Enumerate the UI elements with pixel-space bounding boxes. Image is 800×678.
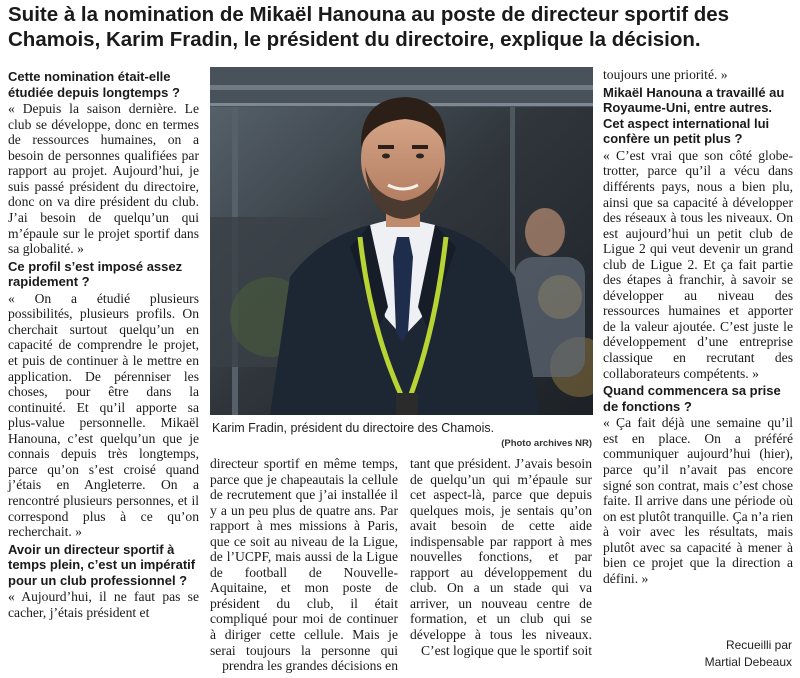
answer-5: « Ça fait déjà une semaine qu’il est en place. On a préféré communiquer aujourd’hui (hier), parce qu’il n’avait pas encore signé son contrat, mais c’est chose faite. Il arrive dans une période où on est plutôt tranquille. Ça n’a rien à voir avec les résultats, mais plutôt avec sa capacité à mener à bien ce projet que la direction a défini. »: [603, 415, 793, 586]
byline-author: Martial Debeaux: [704, 655, 792, 669]
article-column-4: [603, 67, 793, 586]
question-5: Quand commencera sa prise de fonctions ?: [603, 383, 781, 414]
photo-illustration: [210, 67, 593, 415]
article-column-2: [210, 456, 398, 674]
answer-3-part-2: directeur sportif en même temps, parce que je chapeautais la cellule de recrutement que j’ai installée il y a un peu plus de quatre ans. Par rapport à mes missions à Paris, que ce soit au niveau de la Ligue, de l’UCPF, mais aussi de la Ligue de football de Nouvelle-Aquitaine, et mon poste de président du club, il était compliqué pour moi de continuer à diriger cette cellule. Mais je serai toujours la personne qui prendra les grandes décisions en: [210, 456, 398, 674]
article-photo: [210, 67, 593, 415]
answer-2: « On a étudié plusieurs possibilités, plusieurs profils. On cherchait surtout quelqu’un en capacité de comprendre le projet, et puis de continuer à le mettre en application. De pérenniser les choses, pour être dans la continuité. Et qu’il apporte sa plus-value personnelle. Mikaël Hanouna, c’est quelqu’un que je connais depuis très longtemps, parce qu’on s’est croisé quand j’étais en Angleterre. On a rencontré plusieurs personnes, et il correspond plus à ce qu’on recherchait. »: [8, 290, 199, 540]
answer-3-part-4: toujours une priorité. »: [603, 67, 728, 82]
question-4: Mikaël Hanouna a travaillé au Royaume-Uni, entre autres. Cet aspect international lui confère un petit plus ?: [603, 84, 785, 147]
photo-credit: (Photo archives NR): [501, 438, 592, 449]
question-1: Cette nomination était-elle étudiée depuis longtemps ?: [8, 69, 180, 100]
article-column-3: [410, 456, 592, 658]
answer-4: « C’est vrai que son côté globe-trotter, parce qu’il a vécu dans différents pays, nous a bien plu, ainsi que sa capacité à développer des réseaux à tous les niveaux. On est aujourd’hui un petit club de Ligue 2 qui veut devenir un grand club de Ligue 2. Et ça fait partie des étapes à franchir, à savoir se développer au niveau des ressources humaines et apporter de la valeur ajoutée. C’est juste le développement d’une entreprise classique en recrutant des collaborateurs compétents. »: [603, 147, 793, 381]
byline: [705, 637, 792, 671]
photo-caption: Karim Fradin, président du directoire des Chamois.: [212, 421, 495, 435]
headline: Suite à la nomination de Mikaël Hanouna au poste de directeur sportif des Chamois, Karim Fradin, le président du directoire, explique la décision.: [8, 3, 730, 51]
answer-3-part-1: « Aujourd’hui, il ne faut pas se cacher, j’étais président et: [8, 589, 199, 620]
question-2: Ce profil s’est imposé assez rapidement ?: [8, 258, 183, 290]
answer-1: « Depuis la saison dernière. Le club se développe, donc en termes de ressources humaines, on a besoin de personnes qualifiées par rapport au projet. Aujourd’hui, je suis passé président du directoire, donc on va dire président du club. J’ai besoin de quelqu’un qui m’épaule sur le projet sportif dans sa globalité. »: [8, 101, 199, 257]
article-column-1: [8, 67, 199, 620]
byline-label: Recueilli par: [725, 638, 792, 652]
answer-3-part-3: tant que président. J’avais besoin de quelqu’un qui m’épaule sur cet aspect-là, parce que depuis quelques mois, je sentais qu’on avait besoin de cette aide indispensable par rapport à mes nouvelles fonctions, et par rapport au développement du club. On a un stade qui va arriver, un nouveau centre de formation, et un club qui se développe à tous les niveaux. C’est logique que le sportif soit: [410, 456, 592, 658]
question-3: Avoir un directeur sportif à temps plein, c’est un impératif pour un club professionnel ?: [8, 541, 196, 588]
